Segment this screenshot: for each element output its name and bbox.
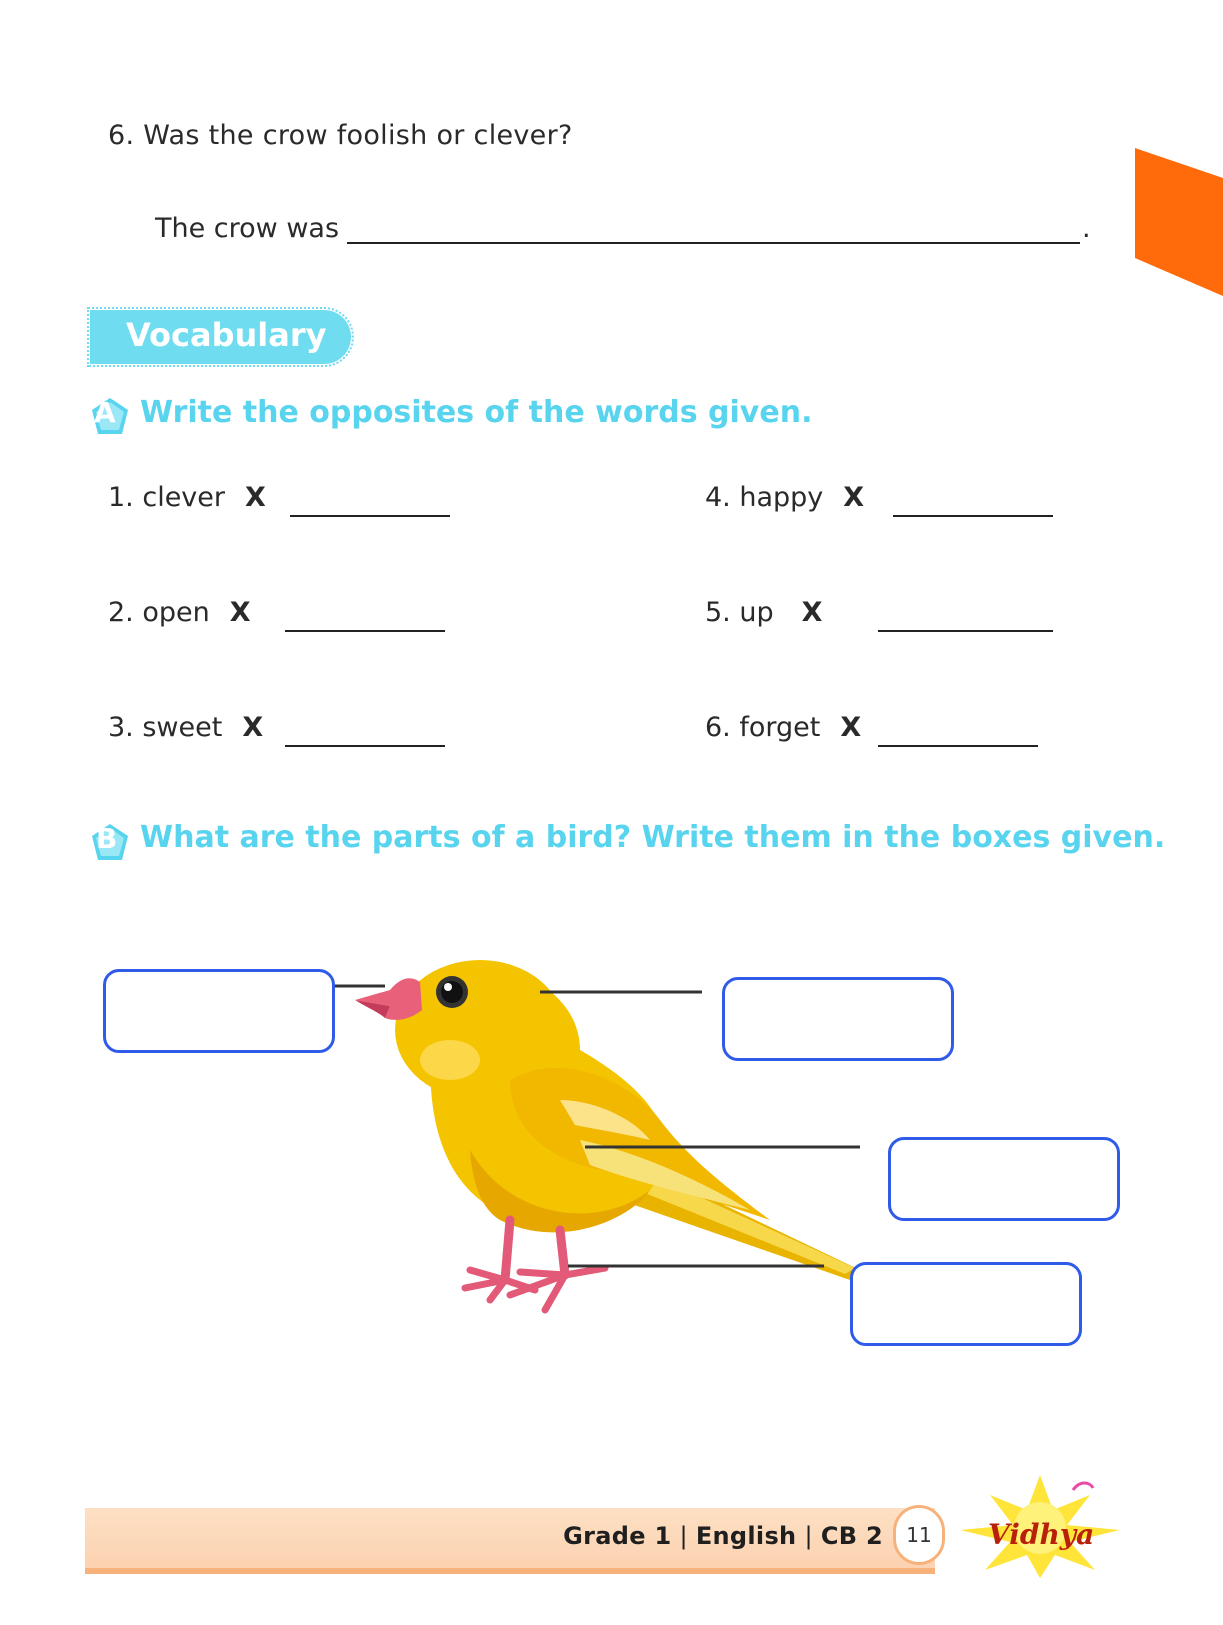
question-6-answer-line (155, 213, 1091, 244)
opposite-item-3: 3. sweet X (108, 712, 264, 743)
page-number: 11 (893, 1505, 945, 1565)
section-b-instruction: What are the parts of a bird? Write them in the boxes given. (140, 820, 1166, 855)
vocabulary-title: Vocabulary (126, 316, 327, 354)
bird-part-box-legs[interactable] (850, 1262, 1082, 1346)
bird-part-box-beak[interactable] (103, 969, 335, 1053)
answer-blank[interactable] (347, 214, 1080, 244)
opposite-blank-5[interactable] (878, 628, 1053, 632)
answer-prefix: The crow was (155, 213, 340, 244)
answer-suffix: . (1082, 213, 1091, 244)
section-a-badge-letter: A (94, 396, 116, 429)
opposite-blank-6[interactable] (878, 743, 1038, 747)
footer-book: CB 2 (820, 1522, 883, 1550)
orange-page-tab (1135, 148, 1223, 296)
opposite-blank-2[interactable] (285, 628, 445, 632)
x-mark: X (245, 482, 266, 513)
opposite-item-6: 6. forget X (705, 712, 862, 743)
x-mark: X (229, 597, 251, 628)
opposite-item-5: 5. up X (705, 597, 823, 628)
vidhya-logo-text: Vidhya (988, 1518, 1095, 1551)
footer-book-info: Grade 1 | English | CB 2 (563, 1522, 883, 1550)
section-b-badge-letter: B (96, 822, 118, 855)
opposite-item-4: 4. happy X (705, 482, 865, 513)
opposite-blank-3[interactable] (285, 743, 445, 747)
vocabulary-banner (88, 308, 353, 366)
opposite-item-1: 1. clever X (108, 482, 266, 513)
footer-subject: English (695, 1522, 797, 1550)
question-6-prompt: 6. Was the crow foolish or clever? (108, 120, 573, 151)
opposite-item-2: 2. open X (108, 597, 251, 628)
x-mark: X (840, 712, 862, 743)
x-mark: X (843, 482, 865, 513)
footer-grade: Grade 1 (563, 1522, 672, 1550)
x-mark: X (801, 597, 823, 628)
section-a-instruction: Write the opposites of the words given. (140, 395, 813, 430)
opposite-blank-4[interactable] (893, 513, 1053, 517)
x-mark: X (242, 712, 264, 743)
bird-part-box-wing[interactable] (888, 1137, 1120, 1221)
bird-part-box-eye[interactable] (722, 977, 954, 1061)
opposite-blank-1[interactable] (290, 513, 450, 517)
